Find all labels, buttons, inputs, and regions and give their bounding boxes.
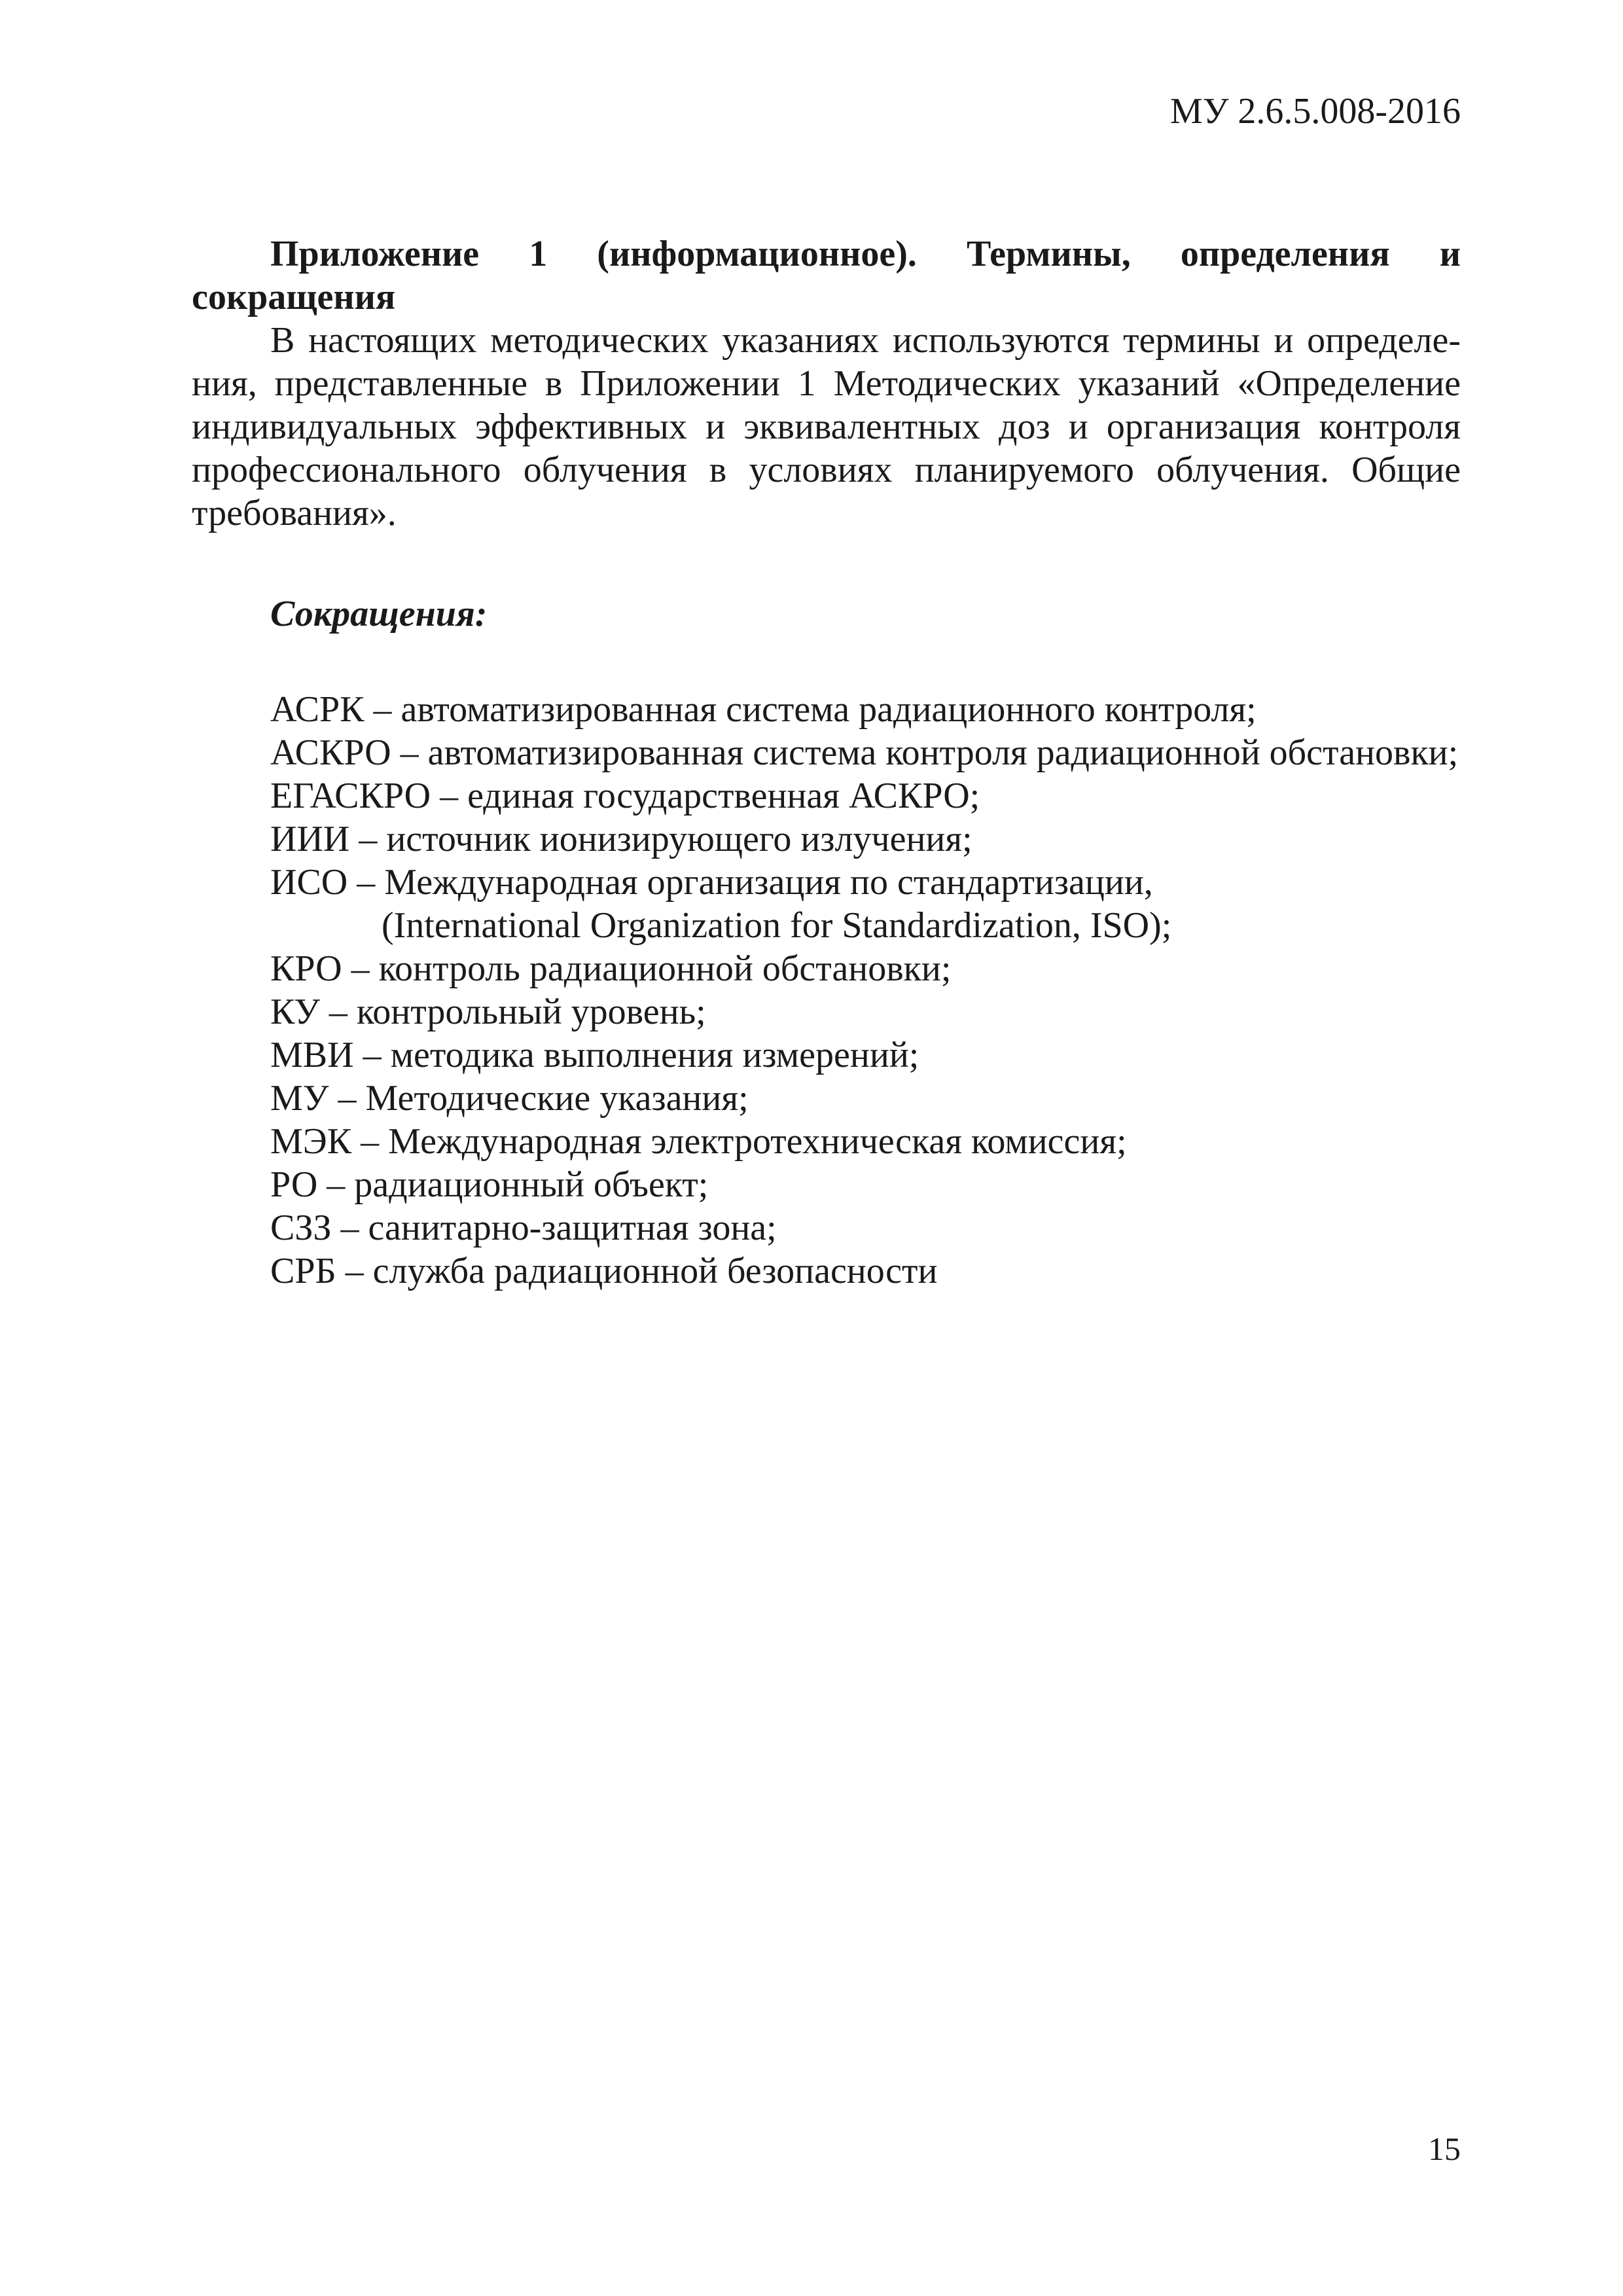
abbreviation-ku: КУ – контрольный уровень; bbox=[270, 992, 706, 1032]
abbreviation-kro: КРО – контроль радиационной обстановки; bbox=[270, 948, 952, 989]
abbreviations-heading: Сокращения: bbox=[270, 594, 488, 634]
abbreviation-ro: РО – радиационный объект; bbox=[270, 1164, 709, 1205]
abbreviation-askro: АСКРО – автоматизированная система контроля радиационной обстановки; bbox=[270, 732, 1459, 773]
abbreviation-mek: МЭК – Международная электротехническая комиссия; bbox=[270, 1121, 1127, 1162]
abbreviation-asrk: АСРК – автоматизированная система радиационного контроля; bbox=[270, 689, 1257, 730]
page-number: 15 bbox=[1428, 2130, 1461, 2167]
abbreviation-iii: ИИИ – источник ионизирующего излучения; bbox=[270, 819, 972, 859]
abbreviation-mu: МУ – Методические указания; bbox=[270, 1078, 749, 1119]
appendix-title: Приложение 1 (информационное). Термины, определения и сокращения bbox=[192, 234, 1461, 317]
page-content bbox=[192, 232, 1461, 1293]
abbreviation-iso-english: (International Organization for Standardization, ISO); bbox=[382, 905, 1172, 946]
abbreviation-iso: ИСО – Международная организация по стандартизации, bbox=[270, 862, 1153, 903]
abbreviation-egaskro: ЕГАСКРО – единая государственная АСКРО; bbox=[270, 776, 980, 816]
document-code: МУ 2.6.5.008-2016 bbox=[1169, 91, 1461, 132]
intro-paragraph: В настоящих методических указаниях используются термины и определения, представленные в Приложении 1 Методических указаний «Определение индивидуальных эффективных и эквивалентных доз и организация контроля профессионального облучения в условиях планируемого облучения. Общие требования». bbox=[192, 320, 1461, 533]
abbreviation-szz: СЗЗ – санитарно-защитная зона; bbox=[270, 1208, 777, 1248]
abbreviation-srb: СРБ – служба радиационной безопасности bbox=[270, 1251, 938, 1291]
abbreviations-list bbox=[192, 688, 1461, 1293]
abbreviation-mvi: МВИ – методика выполнения измерений; bbox=[270, 1035, 919, 1075]
